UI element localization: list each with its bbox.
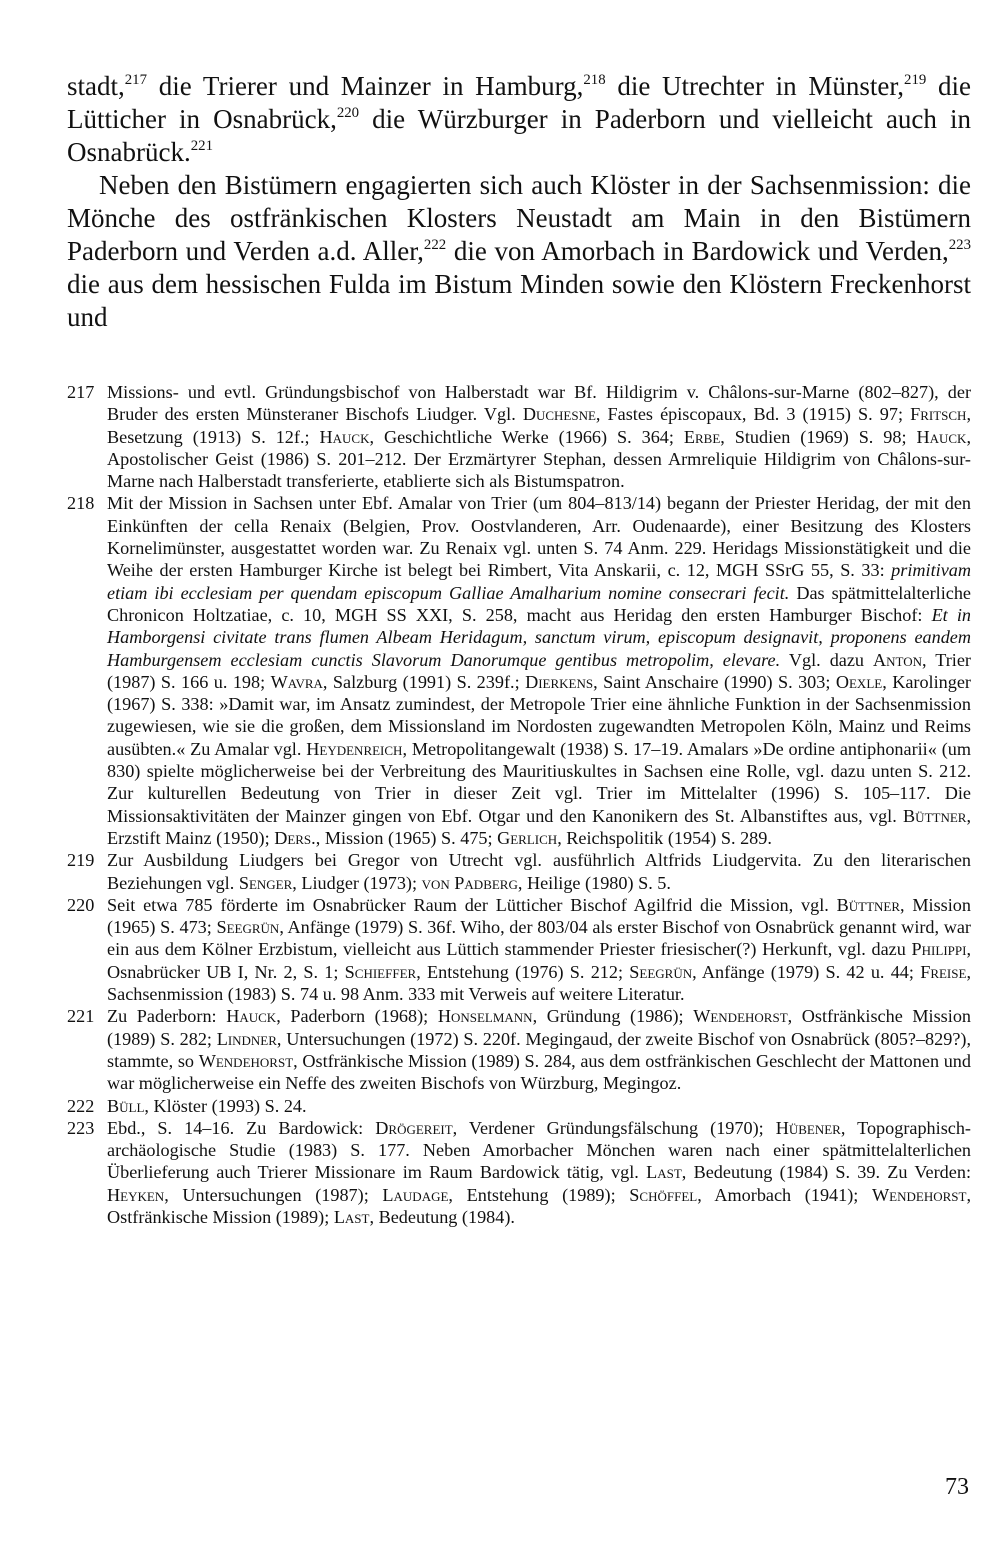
main-body-text: [67, 70, 971, 334]
author-name: Erbe: [683, 426, 721, 447]
text-run: , Bedeutung (1984) S. 39. Zu Verden:: [681, 1162, 971, 1183]
author-name: Schöffel: [629, 1184, 698, 1205]
author-name: Wendehorst: [693, 1006, 788, 1027]
text-run: , Metropolitangewalt (1938) S. 17–19. Amalars »De ordine antiphonarii« (um 830) spielte möglicherweise bei der Verbreitung des Mauritiuskultes in Sachsen eine Rolle, vgl. dazu unten S. 212. Zur kulturellen Bedeutung von Trier in dieser Zeit vgl. Trier im Mittelalter (1996) S. 105–117. Die Missionsaktivitäten der Mainzer gingen von Ebf. Otgar und den Kanonikern des St. Albanstiftes aus, vgl.: [107, 738, 971, 826]
footnote-number: 218: [67, 493, 95, 514]
text-run: , Saint Anschaire (1990) S. 303;: [593, 671, 836, 692]
author-name: Heydenreich: [306, 738, 403, 759]
footnote-number: 217: [67, 382, 95, 402]
author-name: Seegrün: [629, 961, 693, 982]
author-name: Wendehorst: [872, 1184, 967, 1205]
text-run: , Erzstift Mainz (1950);: [107, 805, 971, 848]
text-run: , Topographisch-archäologische Studie (1983) S. 177. Neben Amorbacher Mönchen waren nach einer spätmittelalterlichen Überlieferung auch Trierer Missionare im Raum Bardowick tätig, vgl.: [107, 1117, 971, 1183]
text-run: die aus dem hessischen Fulda im Bistum Minden sowie den Klöstern Freckenhorst und: [67, 269, 971, 332]
text-run: die Lütticher in Osnabrück,: [67, 71, 971, 134]
text-run: die Utrechter in Münster,: [605, 71, 905, 101]
author-name: Oexle: [835, 671, 883, 692]
author-name: Duchesne: [522, 404, 596, 425]
text-run: , Liudger (1973);: [292, 872, 422, 893]
author-name: Last: [333, 1206, 370, 1227]
footnote-text: [107, 894, 971, 1005]
author-name: Dierkens: [525, 671, 594, 692]
text-run: stadt,: [67, 71, 125, 101]
text-run: die Würzburger in Paderborn und vielleicht auch in Osnabrück.: [67, 104, 971, 167]
footnote-number: 222: [67, 1095, 95, 1116]
author-name: Fritsch: [910, 404, 967, 425]
author-name: Hauck: [319, 426, 370, 447]
text-run: , Entstehung (1989);: [448, 1184, 630, 1205]
text-run: , Mission (1965) S. 475;: [315, 827, 498, 848]
text-run: die Trierer und Mainzer in Hamburg,: [147, 71, 584, 101]
text-run: , Apostolischer Geist (1986) S. 201–212. Der Erzmärtyrer Stephan, dessen Armreliquie Hildigrim von Châlons-sur-Marne nach Halberstadt transferierte, etablierte sich als Bistumspatron.: [107, 426, 971, 492]
text-run: , Untersuchungen (1972) S. 220f. Megingaud, der zweite Bischof von Osnabrück (805?–829?), stammte, so: [107, 1028, 972, 1071]
author-name: Anton: [873, 649, 923, 670]
text-run: , Reichspolitik (1954) S. 289.: [557, 827, 772, 848]
author-name: Lindner: [216, 1028, 277, 1049]
author-name: von Padberg: [421, 872, 518, 893]
footnote-number: 220: [67, 894, 95, 915]
text-run: , Sachsenmission (1983) S. 74 u. 98 Anm. 333 mit Verweis auf weitere Literatur.: [107, 961, 971, 1005]
text-run: Zur Ausbildung Liudgers bei Gregor von Utrecht vgl. ausführlich Altfrids Liudgervita. Zu den literarischen Beziehungen vgl.: [107, 850, 971, 893]
text-run: , Ostfränkische Mission (1989) S. 284, aus dem ostfränkischen Geschlecht der Mattonen und war möglicherweise ein Neffe des zweiten Bischofs von Würzburg, Megingoz.: [107, 1050, 971, 1094]
author-name: Ders.: [274, 827, 316, 848]
footnote-218: [67, 492, 971, 849]
author-name: Gerlich: [497, 827, 558, 848]
author-name: Büll: [107, 1095, 145, 1116]
page-number: 73: [945, 1474, 969, 1500]
text-run: , Anfänge (1979) S. 42 u. 44;: [692, 961, 921, 982]
author-name: Drögereit: [375, 1117, 453, 1138]
footnote-text: [107, 1117, 971, 1228]
text-run: Das spätmittelalterliche Chronicon Holtzatiae, c. 10, MGH SS XXI, S. 258, macht aus Heridag den ersten Hamburger Bischof:: [107, 582, 971, 625]
footnote-number: 219: [67, 850, 95, 871]
text-run: , Osnabrücker UB I, Nr. 2, S. 1;: [107, 939, 971, 982]
footnote-220: [67, 894, 971, 1005]
footnote-reference: 218: [583, 71, 606, 88]
text-run: , Karolinger (1967) S. 338: »Damit war, im Ansatz zumindest, der Metropole Trier eine ähnliche Funktion in der Sachsenmission zugewiesen, wie sie die großen, dem Missionsland im Nordosten zugewandten Metropolen Köln, Mainz und Reims ausübten.« Zu Amalar vgl.: [107, 671, 971, 759]
text-run: , Untersuchungen (1987);: [164, 1184, 383, 1205]
footnote-text: [107, 1095, 971, 1117]
author-name: Büttner: [836, 894, 901, 915]
text-run: , Entstehung (1976) S. 212;: [416, 961, 630, 982]
author-name: Hauck: [916, 426, 967, 447]
author-name: Senger: [238, 872, 293, 893]
author-name: Heyken: [107, 1184, 165, 1205]
footnote-reference: 217: [124, 71, 148, 88]
text-run: , Amorbach (1941);: [697, 1184, 872, 1205]
footnote-222: [67, 1095, 971, 1117]
footnote-reference: 222: [423, 236, 447, 253]
text-run: Neben den Bistümern engagierten sich auch Klöster in der Sachsenmission: die Mönche des ostfränkischen Klosters Neustadt am Main in den Bistümern Paderborn und Verden a.d. Aller,: [67, 170, 971, 266]
author-name: Wendehorst: [198, 1050, 294, 1071]
text-run: , Besetzung (1913) S. 12f.;: [107, 404, 971, 447]
latin-quotation: primitivam etiam ibi ecclesiam per quendam episcopum Galliae Amalharium nomine consecrari fecit.: [107, 560, 971, 603]
paragraph-1: [67, 70, 971, 169]
author-name: Schieffer: [344, 961, 417, 982]
footnote-219: [67, 849, 971, 894]
text-run: , Mission (1965) S. 473;: [107, 894, 971, 938]
text-run: , Verdener Gründungsfälschung (1970);: [452, 1117, 776, 1138]
footnote-reference: 220: [336, 104, 360, 121]
text-run: Ebd., S. 14–16. Zu Bardowick:: [107, 1117, 376, 1138]
footnote-text: [107, 381, 971, 492]
footnote-217: [67, 381, 971, 492]
author-name: Wavra: [270, 671, 323, 692]
footnote-number: 221: [67, 1006, 95, 1027]
author-name: Honselmann: [437, 1006, 533, 1027]
text-run: , Gründung (1986);: [532, 1006, 694, 1027]
latin-quotation: Et in Hamborgensi civitate trans flumen Albeam Heridagum, sanctum virum, episcopum designavit, proponens eandem Hamburgensem ecclesiam cunctis Slavorum Danorumque gentibus metropolim, elevare.: [107, 604, 971, 670]
text-run: , Geschichtliche Werke (1966) S. 364;: [369, 426, 684, 447]
footnote-221: [67, 1005, 971, 1094]
author-name: Philippi: [911, 939, 967, 960]
text-run: , Ostfränkische Mission (1989);: [107, 1184, 971, 1227]
footnote-reference: 223: [948, 236, 971, 253]
text-run: , Anfänge (1979) S. 36f. Wiho, der 803/04 als erster Bischof von Osnabrück genannt wird, war ein aus dem Kölner Erzbistum, vielleicht aus Lüttich stammender Priester friesischer(?) Herkunft, vgl. dazu: [107, 917, 971, 960]
text-run: , Ostfränkische Mission (1989) S. 282;: [107, 1006, 972, 1049]
text-run: , Heilige (1980) S. 5.: [517, 872, 671, 893]
footnote-reference: 219: [904, 71, 927, 88]
author-name: Hauck: [226, 1006, 277, 1027]
text-run: Zu Paderborn:: [107, 1006, 227, 1027]
footnote-text: [107, 1005, 971, 1094]
text-run: Missions- und evtl. Gründungsbischof von Halberstadt war Bf. Hildigrim v. Châlons-sur-Marne (802–827), der Bruder des ersten Münsteraner Bischofs Liudger. Vgl.: [107, 382, 971, 425]
text-run: , Paderborn (1968);: [276, 1006, 438, 1027]
text-run: , Trier (1987) S. 166 u. 198;: [107, 649, 971, 692]
text-run: , Salzburg (1991) S. 239f.;: [322, 671, 526, 692]
author-name: Laudage: [382, 1184, 449, 1205]
text-run: , Studien (1969) S. 98;: [720, 426, 917, 447]
author-name: Seegrün: [216, 917, 280, 938]
footnotes-section: [67, 381, 971, 1228]
text-run: Mit der Mission in Sachsen unter Ebf. Amalar von Trier (um 804–813/14) begann der Priester Heridag, der mit den Einkünften der cella Renaix (Belgien, Prov. Oostvlanderen, Arr. Oudenaarde), einer Besitzung des Klosters Kornelimünster, ausgestattet worden war. Zu Renaix vgl. unten S. 74 Anm. 229. Heridags Missionstätigkeit und die Weihe der ersten Hamburger Kirche ist belegt bei Rimbert, Vita Anskarii, c. 12, MGH SSrG 55, S. 33:: [107, 493, 971, 581]
footnote-223: [67, 1117, 971, 1228]
footnote-text: [107, 492, 971, 849]
main-text-block: [67, 70, 971, 334]
footnote-reference: 221: [190, 137, 213, 154]
author-name: Büttner: [903, 805, 967, 826]
text-run: Vgl. dazu: [780, 649, 874, 670]
text-run: die von Amorbach in Bardowick und Verden,: [446, 236, 949, 266]
text-run: , Bedeutung (1984).: [369, 1206, 515, 1227]
text-run: Seit etwa 785 förderte im Osnabrücker Raum der Lütticher Bischof Agilfrid die Mission, vgl.: [107, 894, 837, 915]
paragraph-2: [67, 169, 971, 334]
author-name: Hübener: [775, 1117, 841, 1138]
footnote-text: [107, 849, 971, 894]
author-name: Freise: [920, 961, 967, 982]
footnote-number: 223: [67, 1117, 95, 1138]
author-name: Last: [646, 1162, 682, 1183]
text-run: , Fastes épiscopaux, Bd. 3 (1915) S. 97;: [595, 404, 911, 425]
text-run: , Klöster (1993) S. 24.: [144, 1095, 307, 1116]
